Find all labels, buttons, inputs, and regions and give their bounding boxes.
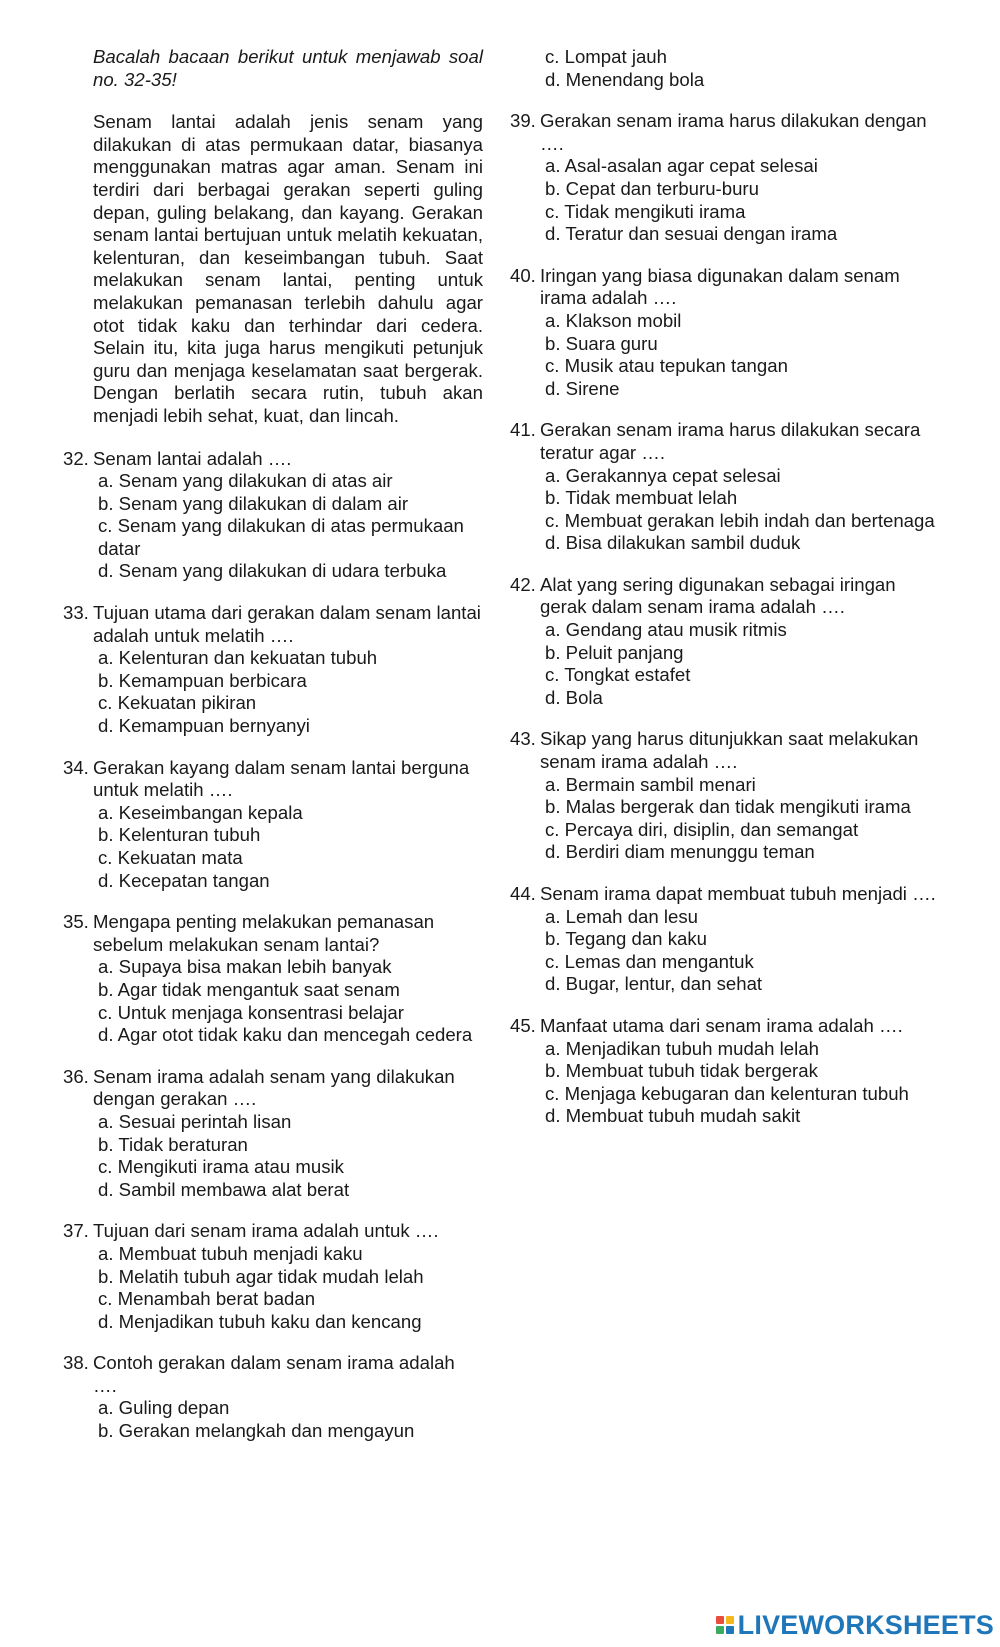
option-c[interactable]: c. Menjaga kebugaran dan kelenturan tubuh [545,1082,909,1104]
option-c[interactable]: c. Untuk menjaga konsentrasi belajar [98,1001,404,1023]
question-text: Senam irama adalah senam yang dilakukan dengan gerakan …. [93,1065,455,1110]
option-d[interactable]: d. Menjadikan tubuh kaku dan kencang [98,1310,422,1332]
question-45 [510,1015,940,1128]
option-c[interactable]: c. Lemas dan mengantuk [545,950,754,972]
option-a[interactable]: a. Gerakannya cepat selesai [545,464,781,486]
option-a[interactable]: a. Bermain sambil menari [545,773,756,795]
option-a[interactable]: a. Sesuai perintah lisan [98,1110,292,1132]
option-b[interactable]: b. Senam yang dilakukan di dalam air [98,492,409,514]
left-column [63,46,483,1462]
question-text: Manfaat utama dari senam irama adalah …. [540,1014,903,1036]
question-33 [63,602,483,738]
question-text: Contoh gerakan dalam senam irama adalah …. [93,1352,455,1396]
question-35 [63,911,483,1047]
option-a[interactable]: a. Klakson mobil [545,309,682,331]
option-d[interactable]: d. Kemampuan bernyanyi [98,715,310,737]
question-number: 35. [63,911,89,933]
option-a[interactable]: a. Lemah dan lesu [545,905,698,927]
option-d[interactable]: d. Teratur dan sesuai dengan irama [545,223,838,245]
question-text: Tujuan utama dari gerakan dalam senam lantai adalah untuk melatih …. [93,602,481,646]
question-40 [510,265,940,401]
option-b[interactable]: b. Tidak membuat lelah [545,487,738,509]
option-c[interactable]: c. Tongkat estafet [545,664,691,686]
option-a[interactable]: a. Guling depan [98,1397,230,1419]
question-number: 40. [510,264,536,286]
option-b[interactable]: b. Gerakan melangkah dan mengayun [98,1420,415,1442]
option-a[interactable]: a. Senam yang dilakukan di atas air [98,470,393,492]
option-d[interactable]: d. Agar otot tidak kaku dan mencegah cedera [98,1024,473,1046]
question-number: 43. [510,728,536,750]
reading-instruction: Bacalah bacaan berikut untuk menjawab soal no. 32-35! [93,46,483,90]
option-a[interactable]: a. Supaya bisa makan lebih banyak [98,956,392,978]
option-a[interactable]: a. Kelenturan dan kekuatan tubuh [98,647,378,669]
option-c[interactable]: c. Percaya diri, disiplin, dan semangat [545,818,859,840]
logo-text: LIVEWORKSHEETS [737,1610,994,1640]
question-38-continued [510,46,940,91]
option-b[interactable]: b. Agar tidak mengantuk saat senam [98,978,400,1000]
question-39 [510,110,940,246]
question-number: 45. [510,1014,536,1036]
option-c[interactable]: c. Membuat gerakan lebih indah dan bertenaga [545,509,935,531]
question-38 [63,1352,483,1442]
option-c[interactable]: c. Musik atau tepukan tangan [545,355,788,377]
question-number: 38. [63,1352,89,1374]
option-b[interactable]: b. Malas bergerak dan tidak mengikuti irama [545,796,911,818]
option-c[interactable]: c. Kekuatan pikiran [98,692,257,714]
question-number: 34. [63,756,89,778]
question-text: Alat yang sering digunakan sebagai iringan gerak dalam senam irama adalah …. [540,573,896,618]
option-d[interactable]: d. Bisa dilakukan sambil duduk [545,532,801,554]
option-d[interactable]: d. Sambil membawa alat berat [98,1178,350,1200]
option-c[interactable]: c. Lompat jauh [545,46,667,67]
question-number: 36. [63,1065,89,1087]
question-number: 44. [510,883,536,904]
option-c[interactable]: c. Senam yang dilakukan di atas permukaan datar [98,515,464,559]
option-a[interactable]: a. Gendang atau musik ritmis [545,619,787,641]
option-b[interactable]: b. Suara guru [545,332,658,354]
option-b[interactable]: b. Tegang dan kaku [545,928,707,950]
option-c[interactable]: c. Mengikuti irama atau musik [98,1156,344,1178]
option-d[interactable]: d. Membuat tubuh mudah sakit [545,1105,801,1127]
liveworksheets-logo [716,1611,994,1639]
question-number: 33. [63,602,89,624]
option-b[interactable]: b. Cepat dan terburu-buru [545,177,759,199]
option-b[interactable]: b. Membuat tubuh tidak bergerak [545,1060,818,1082]
option-d[interactable]: d. Kecepatan tangan [98,869,270,891]
option-c[interactable]: c. Menambah berat badan [98,1288,316,1310]
option-a[interactable]: a. Membuat tubuh menjadi kaku [98,1242,363,1264]
question-36 [63,1066,483,1202]
question-number: 42. [510,573,536,595]
question-34 [63,757,483,893]
option-b[interactable]: b. Melatih tubuh agar tidak mudah lelah [98,1265,424,1287]
question-41 [510,419,940,555]
question-43 [510,728,940,864]
question-text: Tujuan dari senam irama adalah untuk …. [93,1220,439,1242]
option-a[interactable]: a. Keseimbangan kepala [98,801,303,823]
option-b[interactable]: b. Kemampuan berbicara [98,669,307,691]
option-c[interactable]: c. Tidak mengikuti irama [545,200,746,222]
option-d[interactable]: d. Menendang bola [545,68,705,90]
option-a[interactable]: a. Asal-asalan agar cepat selesai [545,155,818,177]
option-d[interactable]: d. Bugar, lentur, dan sehat [545,973,763,995]
question-text: Gerakan kayang dalam senam lantai berguna untuk melatih …. [93,756,470,801]
option-b[interactable]: b. Tidak beraturan [98,1133,248,1155]
question-text: Senam irama dapat membuat tubuh menjadi …. [540,883,936,904]
option-a[interactable]: a. Menjadikan tubuh mudah lelah [545,1037,819,1059]
option-c[interactable]: c. Kekuatan mata [98,847,243,868]
question-number: 37. [63,1220,89,1242]
reading-passage: Senam lantai adalah jenis senam yang dilakukan di atas permukaan datar, biasanya menggunakan matras agar aman. Senam ini terdiri dari berbagai gerakan seperti guling depan, guling belakang, dan kayang. Gerakan senam lantai bertujuan untuk melatih kekuatan, kelenturan, dan keseimbangan tubuh. Saat melakukan senam lantai, penting untuk melakukan pemanasan terlebih dahulu agar otot tidak kaku dan terhindar dari cedera. Selain itu, kita juga harus mengikuti petunjuk guru dan menjaga keselamatan saat bergerak. Dengan berlatih secara rutin, tubuh akan menjadi lebih sehat, kuat, dan lincah. [93,111,483,426]
option-b[interactable]: b. Kelenturan tubuh [98,824,261,846]
logo-mark-icon [716,1616,734,1634]
question-text: Sikap yang harus ditunjukkan saat melakukan senam irama adalah …. [540,728,919,773]
question-number: 39. [510,110,536,132]
right-column [510,46,940,1147]
question-number: 32. [63,447,89,469]
option-d[interactable]: d. Senam yang dilakukan di udara terbuka [98,560,447,582]
option-d[interactable]: d. Bola [545,686,603,708]
option-d[interactable]: d. Berdiri diam menunggu teman [545,841,815,863]
question-text: Senam lantai adalah …. [93,447,292,469]
option-d[interactable]: d. Sirene [545,377,620,399]
question-text: Gerakan senam irama harus dilakukan secara teratur agar …. [540,419,921,463]
question-42 [510,574,940,710]
question-32 [63,448,483,584]
option-b[interactable]: b. Peluit panjang [545,641,684,663]
question-number: 41. [510,419,536,441]
question-text: Iringan yang biasa digunakan dalam senam irama adalah …. [540,264,900,309]
question-text: Mengapa penting melakukan pemanasan sebelum melakukan senam lantai? [93,911,435,955]
question-text: Gerakan senam irama harus dilakukan dengan …. [540,110,927,154]
question-37 [63,1220,483,1333]
question-44 [510,883,940,996]
